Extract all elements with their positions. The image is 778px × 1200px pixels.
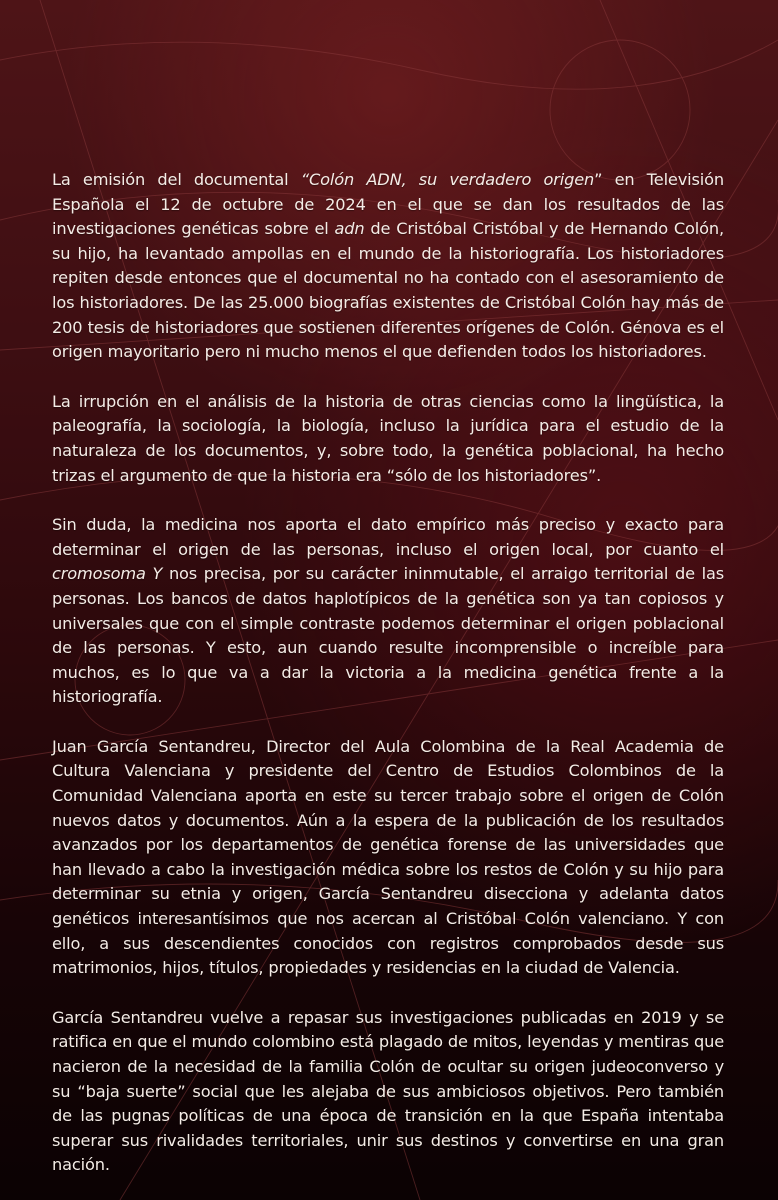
- text-segment: García Sentandreu vuelve a repasar sus investigaciones publicadas en 2019 y se ratifica en que el mundo colombino está plagado de mitos, leyendas y mentiras que nacieron de la necesidad de la familia Colón de ocultar su origen judeoconverso y su “baja suerte” social que les alejaba de sus ambiciosos objetivos. Pero también de las pugnas políticas de una época de transición en la que España intentaba superar sus rivalidades territoriales, unir sus destinos y convertirse en una gran nación.: [52, 1007, 724, 1175]
- text-segment: La emisión del documental: [52, 170, 301, 189]
- paragraph-3: [52, 513, 724, 710]
- text-segment: Juan García Sentandreu, Director del Aula Colombina de la Real Academia de Cultura Valenciana y presidente del Centro de Estudios Colombinos de la Comunidad Valenciana aporta en este su tercer trabajo sobre el origen de Colón nuevos datos y documentos. Aún a la espera de la publicación de los resultados avanzados por los departamentos de genética forense de las universidades que han llevado a cabo la investigación médica sobre los restos de Colón y su hijo para determinar su etnia y origen, García Sentandreu disecciona y adelanta datos genéticos interesantísimos que nos acercan al Cristóbal Colón valenciano. Y con ello, a sus descendientes conocidos con registros comprobados desde sus matrimonios, hijos, títulos, propiedades y residencias en la ciudad de Valencia.: [52, 736, 724, 978]
- italic-text-segment: “Colón ADN, su verdadero origen: [300, 170, 595, 189]
- text-segment: ” en Televisión Española el 12 de octubre de 2024 en el que se dan los resultados de las investigaciones genéticas sobre el: [52, 170, 724, 239]
- document-body: [52, 168, 724, 1200]
- paragraph-4: [52, 735, 724, 981]
- italic-text-segment: cromosoma Y: [52, 564, 163, 584]
- text-segment: La irrupción en el análisis de la historia de otras ciencias como la lingüística, la paleografía, la sociología, la biología, incluso la jurídica para el estudio de la naturaleza de los documentos, y, sobre todo, la genética poblacional, ha hecho trizas el argumento de que la historia era “sólo de los historiadores”.: [52, 391, 724, 485]
- text-segment: de Cristóbal Cristóbal y de Hernando Colón, su hijo, ha levantado ampollas en el mundo de la historiografía. Los historiadores repiten desde entonces que el documental no ha contado con el asesoramiento de los historiadores. De las 25.000 biografías existentes de Cristóbal Colón hay más de 200 tesis de historiadores que sostienen diferentes orígenes de Colón. Génova es el origen mayoritario pero ni mucho menos el que defienden todos los historiadores.: [52, 219, 725, 362]
- text-segment: nos precisa, por su carácter ininmutable, el arraigo territorial de las personas. Los bancos de datos haplotípicos de la genética son ya tan copiosos y universales que con el simple contraste podemos determinar el origen poblacional de las personas. Y esto, aun cuando resulte incomprensible o increíble para muchos, es lo que va a dar la victoria a la medicina genética frente a la historiografía.: [52, 564, 724, 707]
- paragraph-2: [52, 390, 724, 488]
- paragraph-5: [52, 1006, 724, 1178]
- paragraph-1: [52, 168, 724, 365]
- text-segment: Sin duda, la medicina nos aporta el dato empírico más preciso y exacto para determinar el origen de las personas, incluso el origen local, por cuanto el: [52, 515, 724, 559]
- italic-text-segment: adn: [334, 219, 365, 239]
